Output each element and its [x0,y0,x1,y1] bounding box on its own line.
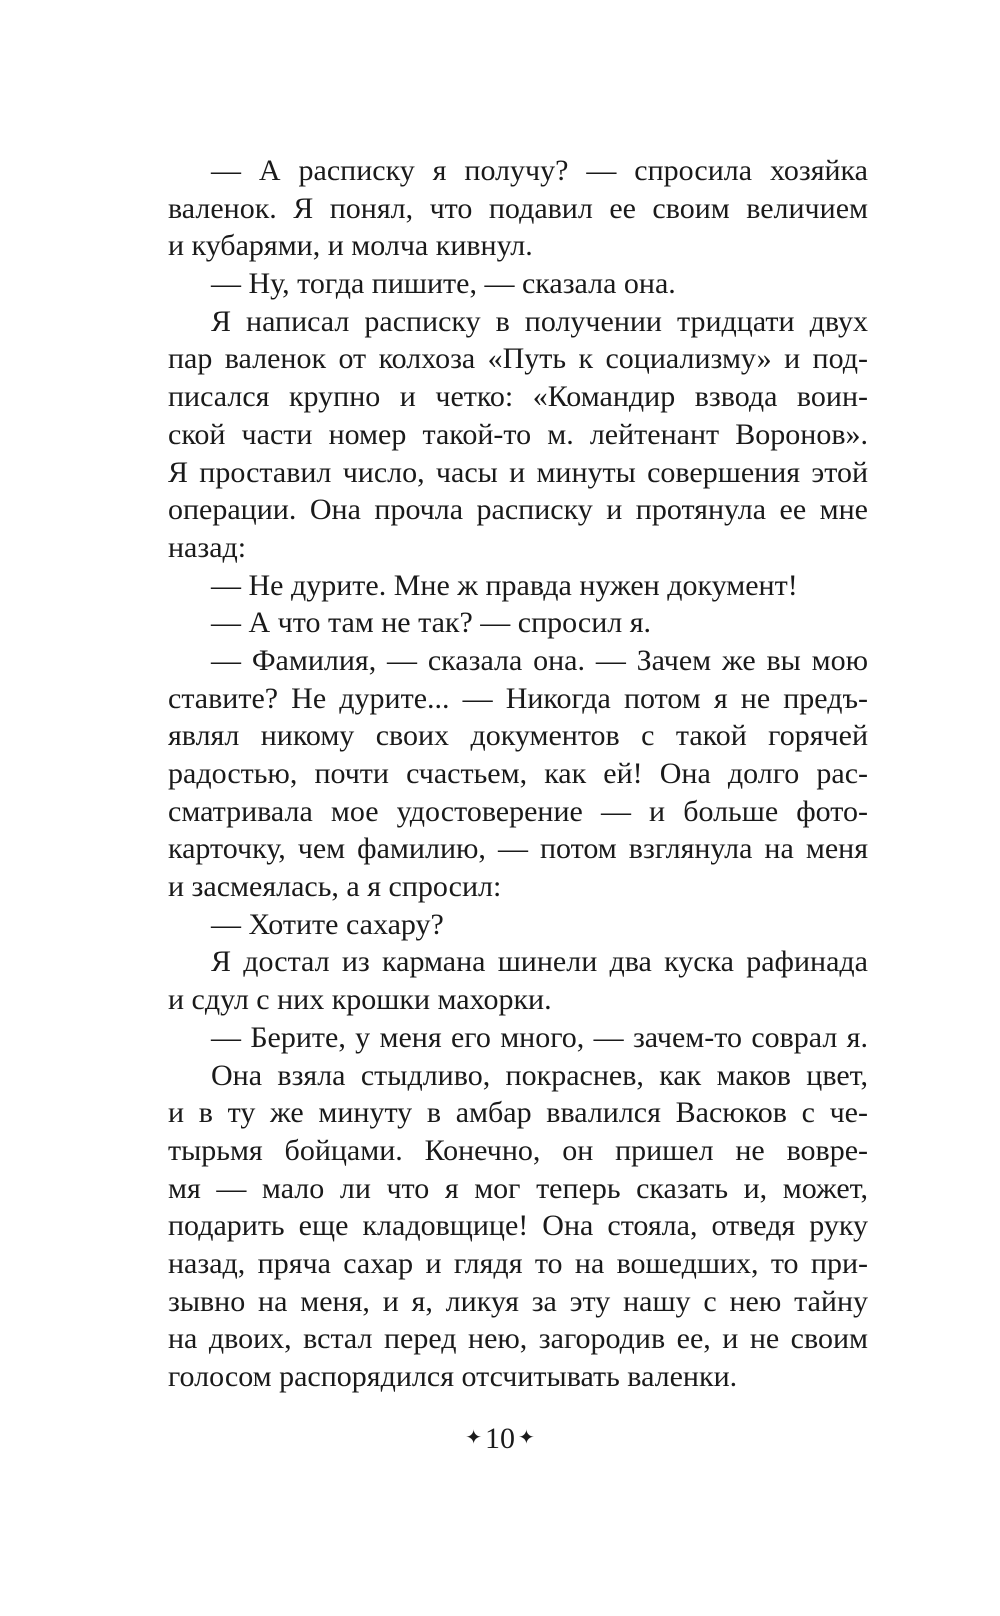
text-line: на двоих, встал перед нею, загородив ее, и не своим [168,1322,868,1356]
text-line: — Не дурите. Мне ж правда нужен документ! [211,568,798,602]
text-line: назад: [168,530,247,564]
star-ornament-icon: ✦ [465,1427,482,1449]
text-line: и засмеялась, а я спросил: [168,870,502,904]
text-line: являл никому своих документов с такой горячей [168,719,868,753]
text-line: писался крупно и четко: «Командир взвода воин- [168,380,868,414]
text-line: ской части номер такой-то м. лейтенант Воронов». [168,417,868,451]
text-line: мя — мало ли что я мог теперь сказать и, может, [168,1171,868,1205]
star-ornament-icon: ✦ [518,1427,535,1449]
page-footer [0,1418,1000,1459]
text-line: сматривала мое удостоверение — и больше фото- [168,794,868,828]
text-line: операции. Она прочла расписку и протянула ее мне [168,493,868,527]
text-line: Она взяла стыдливо, покраснев, как маков цвет, [211,1058,868,1092]
page-number: 10 [485,1422,515,1455]
text-line: и сдул с них крошки махорки. [168,983,552,1017]
text-line: — Ну, тогда пишите, — сказала она. [211,267,676,301]
text-line: подарить еще кладовщице! Она стояла, отведя руку [168,1209,868,1243]
text-line: — А расписку я получу? — спросила хозяйка [211,154,868,187]
text-line: Я написал расписку в получении тридцати двух [211,304,868,338]
text-line: ставите? Не дурите... — Никогда потом я не предъ- [168,681,868,715]
text-line: зывно на меня, и я, ликуя за эту нашу с нею тайну [168,1284,868,1318]
text-line: тырьмя бойцами. Конечно, он пришел не вовре- [168,1133,868,1167]
text-line: — Фамилия, — сказала она. — Зачем же вы мою [211,643,868,677]
text-line: назад, пряча сахар и глядя то на вошедших, то при- [168,1246,868,1280]
text-line: Я достал из кармана шинели два куска рафинада [211,945,868,979]
text-line: — Берите, у меня его много, — зачем-то соврал я. [211,1020,868,1054]
text-line: Я проставил число, часы и минуты совершения этой [168,455,868,489]
text-line: радостью, почти счастьем, как ей! Она долго рас- [168,757,868,790]
body-text [168,152,868,1396]
text-line: карточку, чем фамилию, — потом взглянула на меня [168,832,868,866]
text-line: пар валенок от колхоза «Путь к социализму» и под- [168,342,868,376]
text-line: — Хотите сахару? [211,907,444,941]
text-line: и в ту же минуту в амбар ввалился Васюков с че- [168,1096,868,1130]
text-line: голосом распорядился отсчитывать валенки. [168,1360,738,1393]
text-line: валенок. Я понял, что подавил ее своим величием [168,191,868,225]
text-line: и кубарями, и молча кивнул. [168,229,533,263]
text-line: — А что там не так? — спросил я. [211,606,652,640]
